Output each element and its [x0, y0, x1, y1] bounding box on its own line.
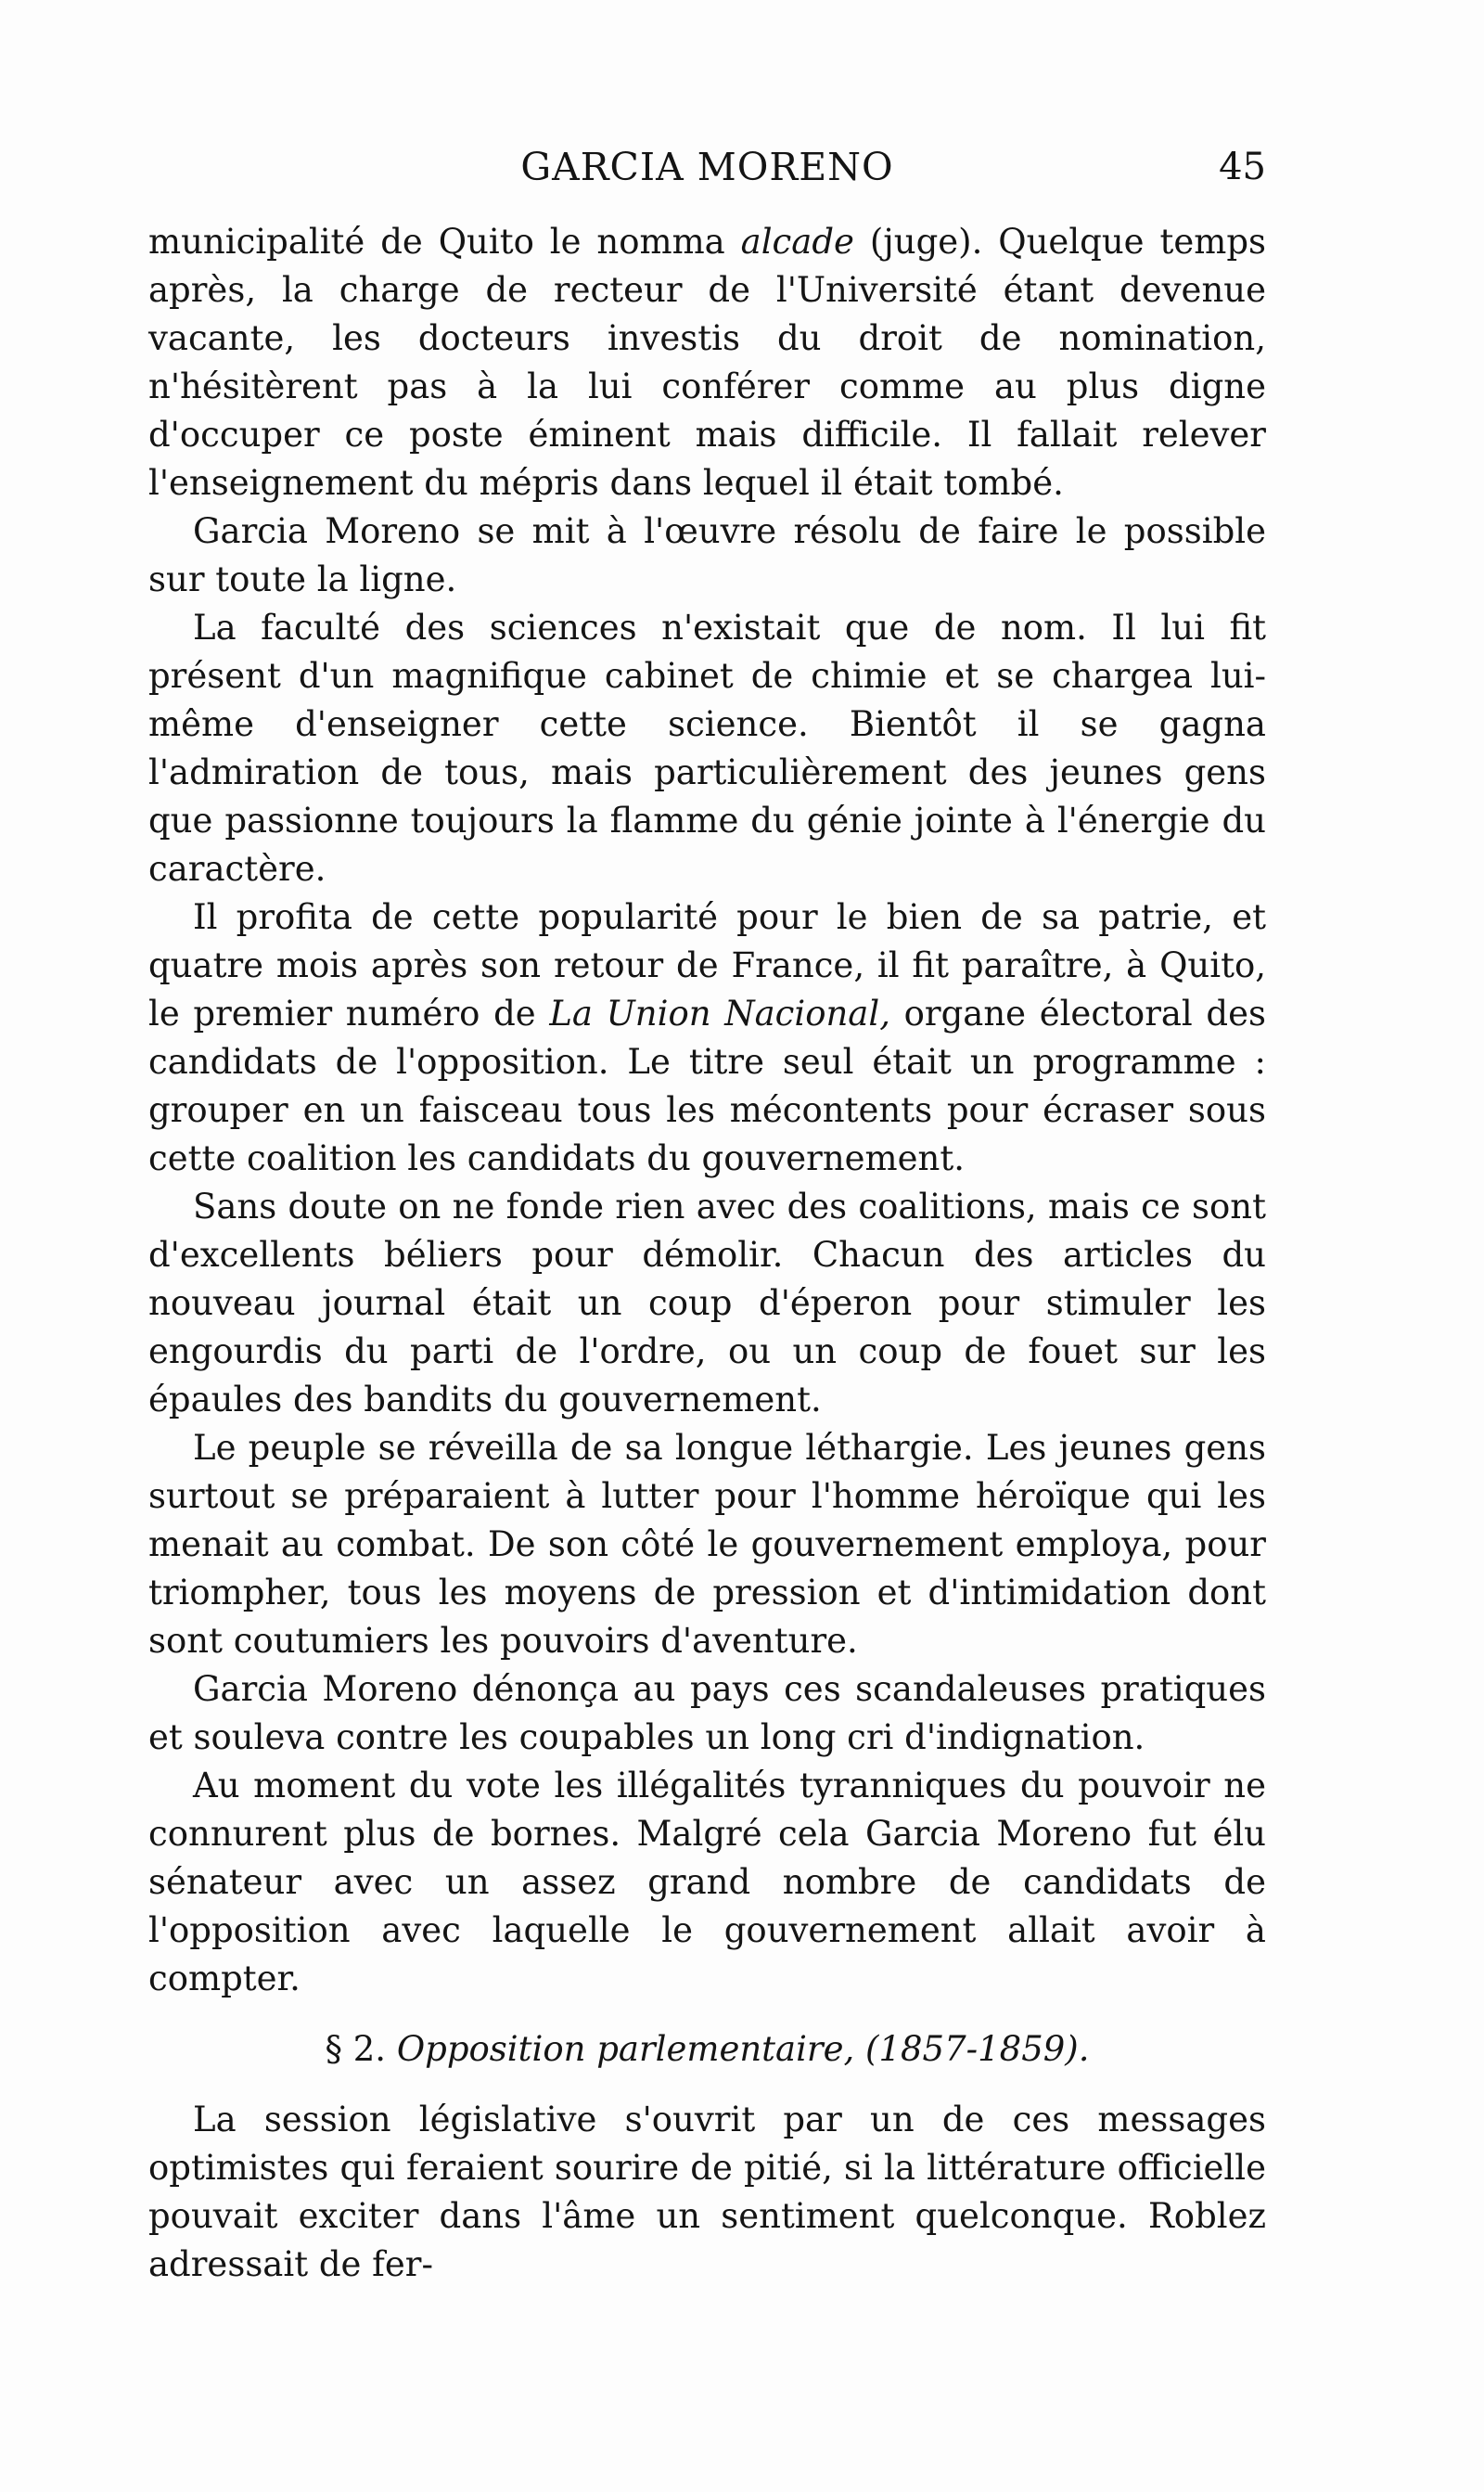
paragraph-2: Garcia Moreno se mit à l'œuvre résolu de faire le possible sur toute la ligne.	[148, 511, 1266, 599]
newspaper-title: La Union Nacional,	[549, 994, 890, 1034]
page-header	[148, 139, 1266, 195]
paragraph-1	[148, 218, 1266, 507]
paragraph-3: La faculté des sciences n'existait que de nom. Il lui fit présent d'un magnifique cabinet de chimie et se chargea lui-même d'enseigner cette science. Bientôt il se gagna l'admiration de tous, mais particulièrement des jeunes gens que passionne toujours la flamme du génie jointe à l'énergie du caractère.	[148, 608, 1266, 889]
body-text	[148, 218, 1266, 2289]
paragraph-6: Le peuple se réveilla de sa longue léthargie. Les jeunes gens surtout se préparaient à lutter pour l'homme héroïque qui les menait au combat. De son côté le gouvernement employa, pour triompher, tous les moyens de pression et d'intimidation dont sont coutumiers les pouvoirs d'aventure.	[148, 1428, 1266, 1661]
paragraph-8: Au moment du vote les illégalités tyranniques du pouvoir ne connurent plus de bornes. Malgré cela Garcia Moreno fut élu sénateur avec un assez grand nombre de candidats de l'opposition avec laquelle le gouvernement allait avoir à compter.	[148, 1766, 1266, 1998]
paragraph-7: Garcia Moreno dénonça au pays ces scandaleuses pratiques et souleva contre les coupables un long cri d'indignation.	[148, 1669, 1266, 1757]
running-title: GARCIA MORENO	[520, 145, 894, 189]
paragraph-4-text-a: Il profita de cette popularité pour le bien de sa patrie, et quatre mois après son retour de France, il fit paraître, à Quito, le premier numéro de	[148, 897, 1266, 1034]
paragraph-1-text-c: (juge). Quelque temps après, la charge de recteur de l'Université étant devenue vacante, les docteurs investis du droit de nomination, n'hésitèrent pas à la lui conférer comme au plus digne d'occuper ce poste éminent mais difficile. Il fallait relever l'enseignement du mépris dans lequel il était tombé.	[148, 222, 1266, 503]
paragraph-4-text-c: organe électoral des candidats de l'opposition. Le titre seul était un programme : grouper en un faisceau tous les mécontents pour écraser sous cette coalition les candidats du gouvernement.	[148, 994, 1266, 1178]
page-number: 45	[1219, 146, 1266, 188]
alcade-term: alcade	[740, 222, 854, 262]
paragraph-5: Sans doute on ne fonde rien avec des coalitions, mais ce sont d'excellents béliers pour démolir. Chacun des articles du nouveau journal était un coup d'éperon pour stimuler les engourdis du parti de l'ordre, ou un coup de fouet sur les épaules des bandits du gouvernement.	[148, 1187, 1266, 1419]
section-number: § 2.	[325, 2029, 387, 2069]
paragraph-4	[148, 893, 1266, 1183]
paragraph-9: La session législative s'ouvrit par un de ces messages optimistes qui feraient sourire de pitié, si la littérature officielle pouvait exciter dans l'âme un sentiment quelconque. Roblez adressait de fer-	[148, 2100, 1266, 2284]
section-title: Opposition parlementaire, (1857-1859).	[396, 2029, 1090, 2069]
section-heading	[148, 2025, 1266, 2074]
paragraph-1-text-a: municipalité de Quito le nomma	[148, 222, 741, 262]
